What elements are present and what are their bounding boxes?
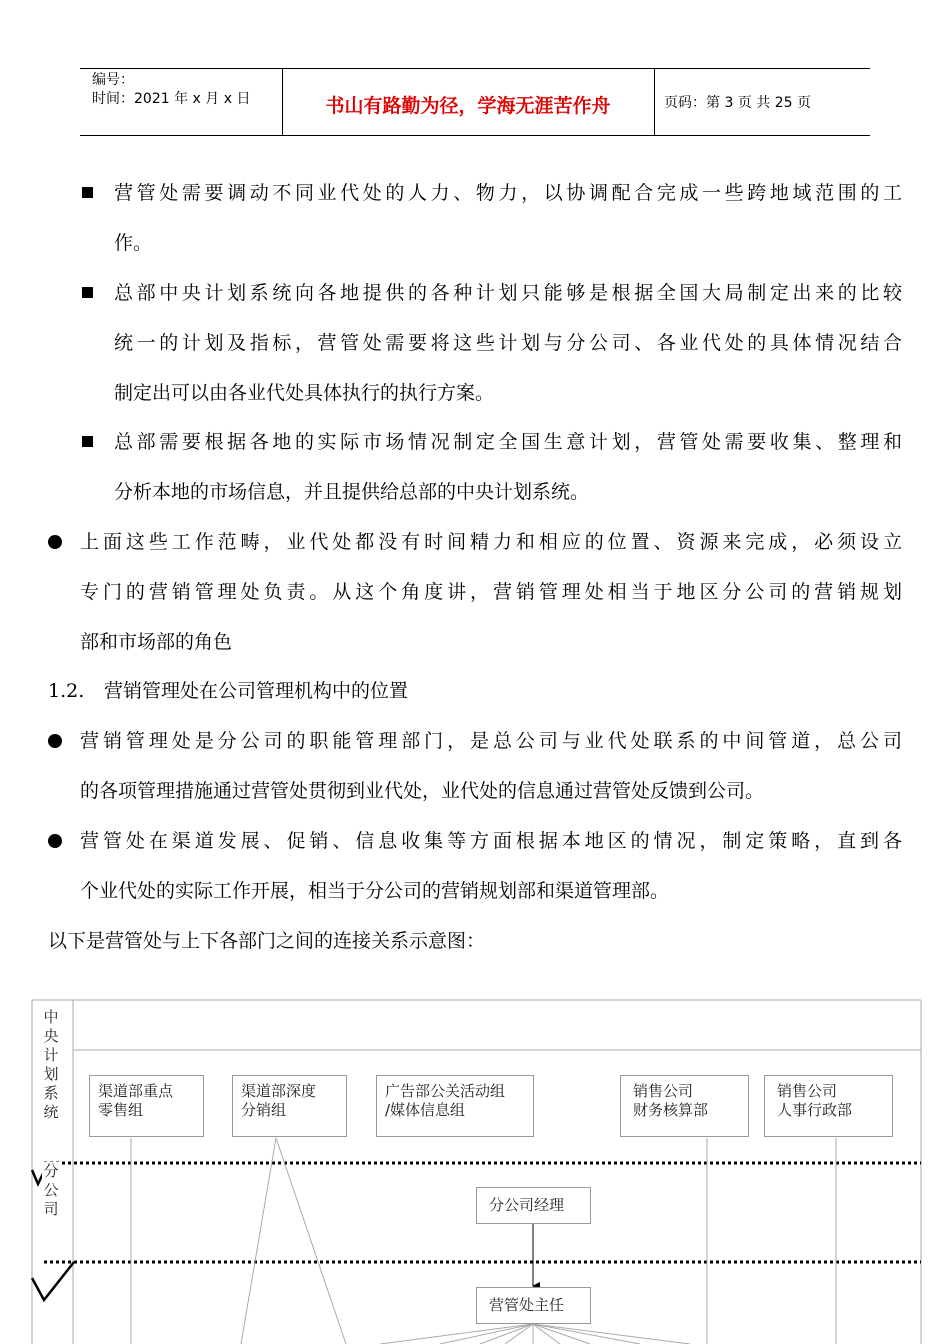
box-office-director <box>476 1287 591 1324</box>
box-line: 渠道部重点 <box>98 1082 174 1100</box>
document-number: 编号： <box>92 72 134 88</box>
header-motto: 书山有路勤为径，学海无涯苦作舟 <box>325 95 611 117</box>
fanout-line <box>533 1324 640 1344</box>
bullet-paragraph <box>80 716 902 816</box>
fanout-line <box>440 1324 533 1344</box>
text-line: 总部需要根据各地的实际市场情况制定全国生意计划，营管处需要收集、整理和 <box>114 431 902 453</box>
section-number: 1.2. <box>48 680 85 702</box>
square-bullet-icon <box>82 187 93 198</box>
box-line: 人事行政部 <box>777 1101 853 1119</box>
square-bullet-icon <box>82 287 93 298</box>
box-line: 销售公司 <box>777 1082 838 1100</box>
fanout-line <box>480 1324 533 1344</box>
lane-label-branch: 分公司 <box>43 1162 59 1218</box>
box-hr-admin <box>764 1075 893 1137</box>
box-line: 分公司经理 <box>489 1196 565 1214</box>
text-line: 专门的营销管理处负责。从这个角度讲，营销管理处相当于地区分公司的营销规划 <box>80 581 902 603</box>
box-line: 财务核算部 <box>633 1101 709 1119</box>
bullet-paragraph <box>114 417 902 517</box>
round-bullet-icon <box>48 734 62 748</box>
box-line: 渠道部深度 <box>241 1082 317 1100</box>
text-line: 分析本地的市场信息，并且提供给总部的中央计划系统。 <box>114 481 590 503</box>
text-line: 营管处在渠道发展、促销、信息收集等方面根据本地区的情况，制定策略，直到各 <box>80 830 902 852</box>
box-channel-key-retail <box>89 1075 204 1137</box>
text-line: 上面这些工作范畴，业代处都没有时间精力和相应的位置、资源来完成，必须设立 <box>80 531 902 553</box>
page-number: 页码：第 3 页 共 25 页 <box>664 95 811 111</box>
box-advertising-pr-media <box>376 1075 534 1137</box>
connector-line <box>276 1138 346 1344</box>
page-header <box>80 68 870 135</box>
bullet-paragraph <box>114 168 902 268</box>
bullet-paragraph <box>80 816 902 916</box>
round-bullet-icon <box>48 834 62 848</box>
text-line: 作。 <box>114 232 153 254</box>
header-divider <box>654 68 655 135</box>
bullet-paragraph <box>80 517 902 667</box>
fanout-line <box>533 1324 590 1344</box>
box-channel-deep-distribution <box>232 1075 347 1137</box>
fanout-line <box>533 1324 560 1344</box>
header-bottom-rule <box>80 135 870 136</box>
round-bullet-icon <box>48 535 62 549</box>
box-line: 营管处主任 <box>489 1296 565 1314</box>
section-title: 营销管理处在公司管理机构中的位置 <box>104 680 409 702</box>
text-line: 部和市场部的角色 <box>80 631 233 653</box>
box-branch-manager <box>476 1187 591 1224</box>
text-line: 总部中央计划系统向各地提供的各种计划只能够是根据全国大局制定出来的比较 <box>114 282 902 304</box>
text-line: 个业代处的实际工作开展，相当于分公司的营销规划部和渠道管理部。 <box>80 880 670 902</box>
fanout-line <box>505 1324 533 1344</box>
box-line: 分销组 <box>241 1101 287 1119</box>
text-line: 营管处需要调动不同业代处的人力、物力，以协调配合完成一些跨地域范围的工 <box>114 182 902 204</box>
box-line: 销售公司 <box>633 1082 694 1100</box>
text-line: 营销管理处是分公司的职能管理部门，是总公司与业代处联系的中间管道，总公司 <box>80 730 902 752</box>
diagram-intro: 以下是营管处与上下各部门之间的连接关系示意图： <box>48 930 486 952</box>
box-line: /媒体信息组 <box>385 1101 466 1119</box>
square-bullet-icon <box>82 436 93 447</box>
box-line: 零售组 <box>98 1101 144 1119</box>
box-line: 广告部公关活动组 <box>385 1082 506 1100</box>
text-line: 的各项管理措施通过营管处贯彻到业代处，业代处的信息通过营管处反馈到公司。 <box>80 780 765 802</box>
text-line: 统一的计划及指标，营管处需要将这些计划与分公司、各业代处的具体情况结合 <box>114 332 902 354</box>
header-top-rule <box>80 68 870 69</box>
connector-line <box>241 1138 276 1344</box>
fanout-line <box>380 1324 533 1344</box>
lane-label-central-planning: 中央计划系统 <box>43 1008 59 1121</box>
box-finance-accounting <box>620 1075 749 1137</box>
fanout-line <box>533 1324 690 1344</box>
document-time: 时间：2021 年 x 月 x 日 <box>92 91 251 107</box>
lane-mark <box>32 1262 74 1300</box>
text-line: 制定出可以由各业代处具体执行的执行方案。 <box>114 382 495 404</box>
bullet-paragraph <box>114 268 902 418</box>
